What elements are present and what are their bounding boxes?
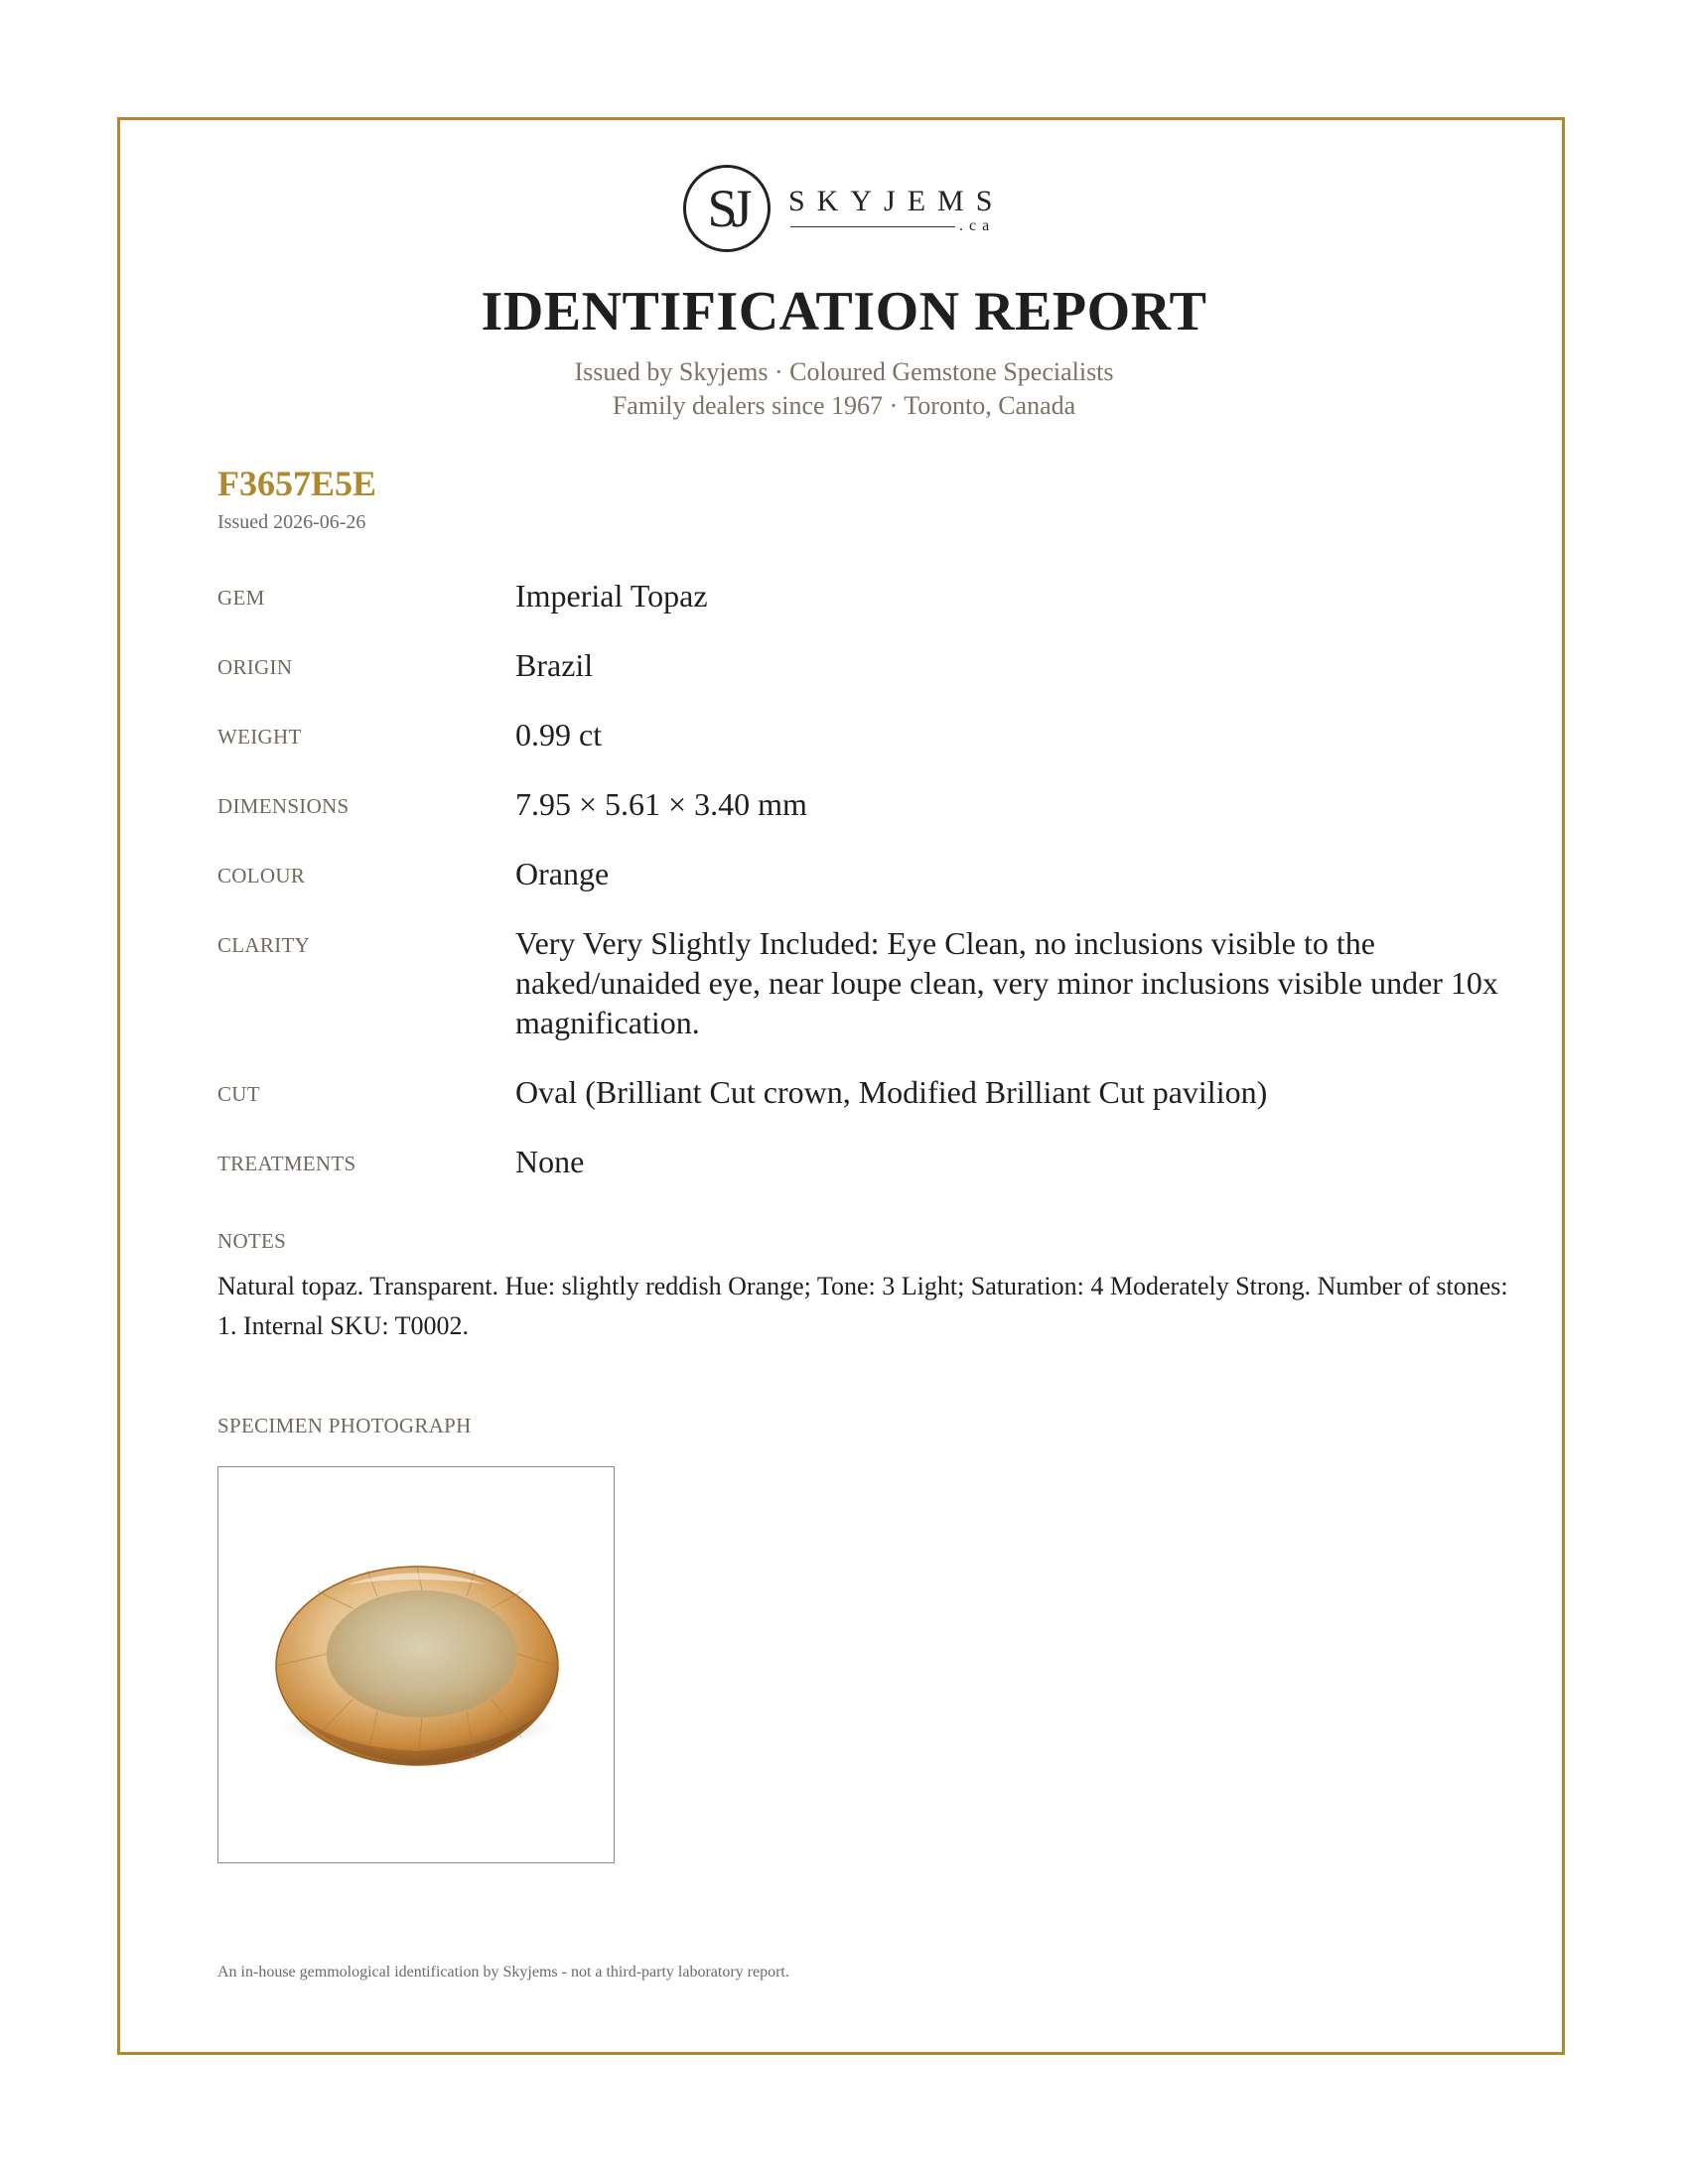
field-value: 0.99 ct xyxy=(515,717,603,752)
field-label: ORIGIN xyxy=(217,655,293,679)
logo-monogram: SJ xyxy=(707,179,747,238)
field-value: Orange xyxy=(515,856,610,891)
report-title: IDENTIFICATION REPORT xyxy=(481,281,1207,342)
issued-date: Issued 2026-06-26 xyxy=(217,511,366,533)
field-label: WEIGHT xyxy=(217,725,302,749)
notes-text: Natural topaz. Transparent. Hue: slightly reddish Orange; Tone: 3 Light; Saturation: 4 Moderately Strong. Number of stones: 1. Internal SKU: T0002. xyxy=(217,1272,1508,1340)
field-label: DIMENSIONS xyxy=(217,794,350,818)
gem-table xyxy=(327,1590,517,1717)
field-label: COLOUR xyxy=(217,864,306,887)
field-value: Oval (Brilliant Cut crown, Modified Brilliant Cut pavilion) xyxy=(515,1074,1268,1110)
field-row-dimensions xyxy=(217,784,1498,824)
field-row-treatments xyxy=(217,1142,1498,1181)
field-label: GEM xyxy=(217,586,265,610)
field-label: TREATMENTS xyxy=(217,1152,356,1175)
field-value: 7.95 × 5.61 × 3.40 mm xyxy=(515,786,807,822)
skyjems-logo xyxy=(683,163,1011,262)
gem-details xyxy=(217,576,1498,1211)
notes-label: NOTES xyxy=(217,1229,287,1253)
specimen-photograph xyxy=(217,1466,615,1863)
field-label: CUT xyxy=(217,1082,260,1106)
field-value: Brazil xyxy=(515,647,594,683)
field-row-clarity xyxy=(217,923,1498,1042)
disclaimer: An in-house gemmological identification by Skyjems - not a third-party laboratory report. xyxy=(217,1964,789,1980)
field-row-colour xyxy=(217,854,1498,893)
photo-label: SPECIMEN PHOTOGRAPH xyxy=(217,1414,472,1437)
field-value: None xyxy=(515,1144,585,1179)
field-row-origin xyxy=(217,645,1498,685)
report-id: F3657E5E xyxy=(217,464,377,503)
logo-wordmark: SKYJEMS xyxy=(788,185,1005,217)
field-value: Imperial Topaz xyxy=(515,578,708,614)
field-value: Very Very Slightly Included: Eye Clean, no inclusions visible to the naked/unaided eye, near loupe clean, very minor inclusions visible under 10x magnification. xyxy=(515,925,1498,1040)
logo-rule xyxy=(790,226,955,227)
field-label: CLARITY xyxy=(217,933,311,957)
issued-by-line: Issued by Skyjems · Coloured Gemstone Specialists xyxy=(574,357,1114,386)
field-row-cut xyxy=(217,1072,1498,1112)
gemstone-image xyxy=(218,1467,613,1861)
family-dealers-line: Family dealers since 1967 · Toronto, Canada xyxy=(612,391,1076,420)
logo-domain-suffix: .ca xyxy=(959,217,996,234)
field-row-weight xyxy=(217,715,1498,754)
field-row-gem xyxy=(217,576,1498,615)
